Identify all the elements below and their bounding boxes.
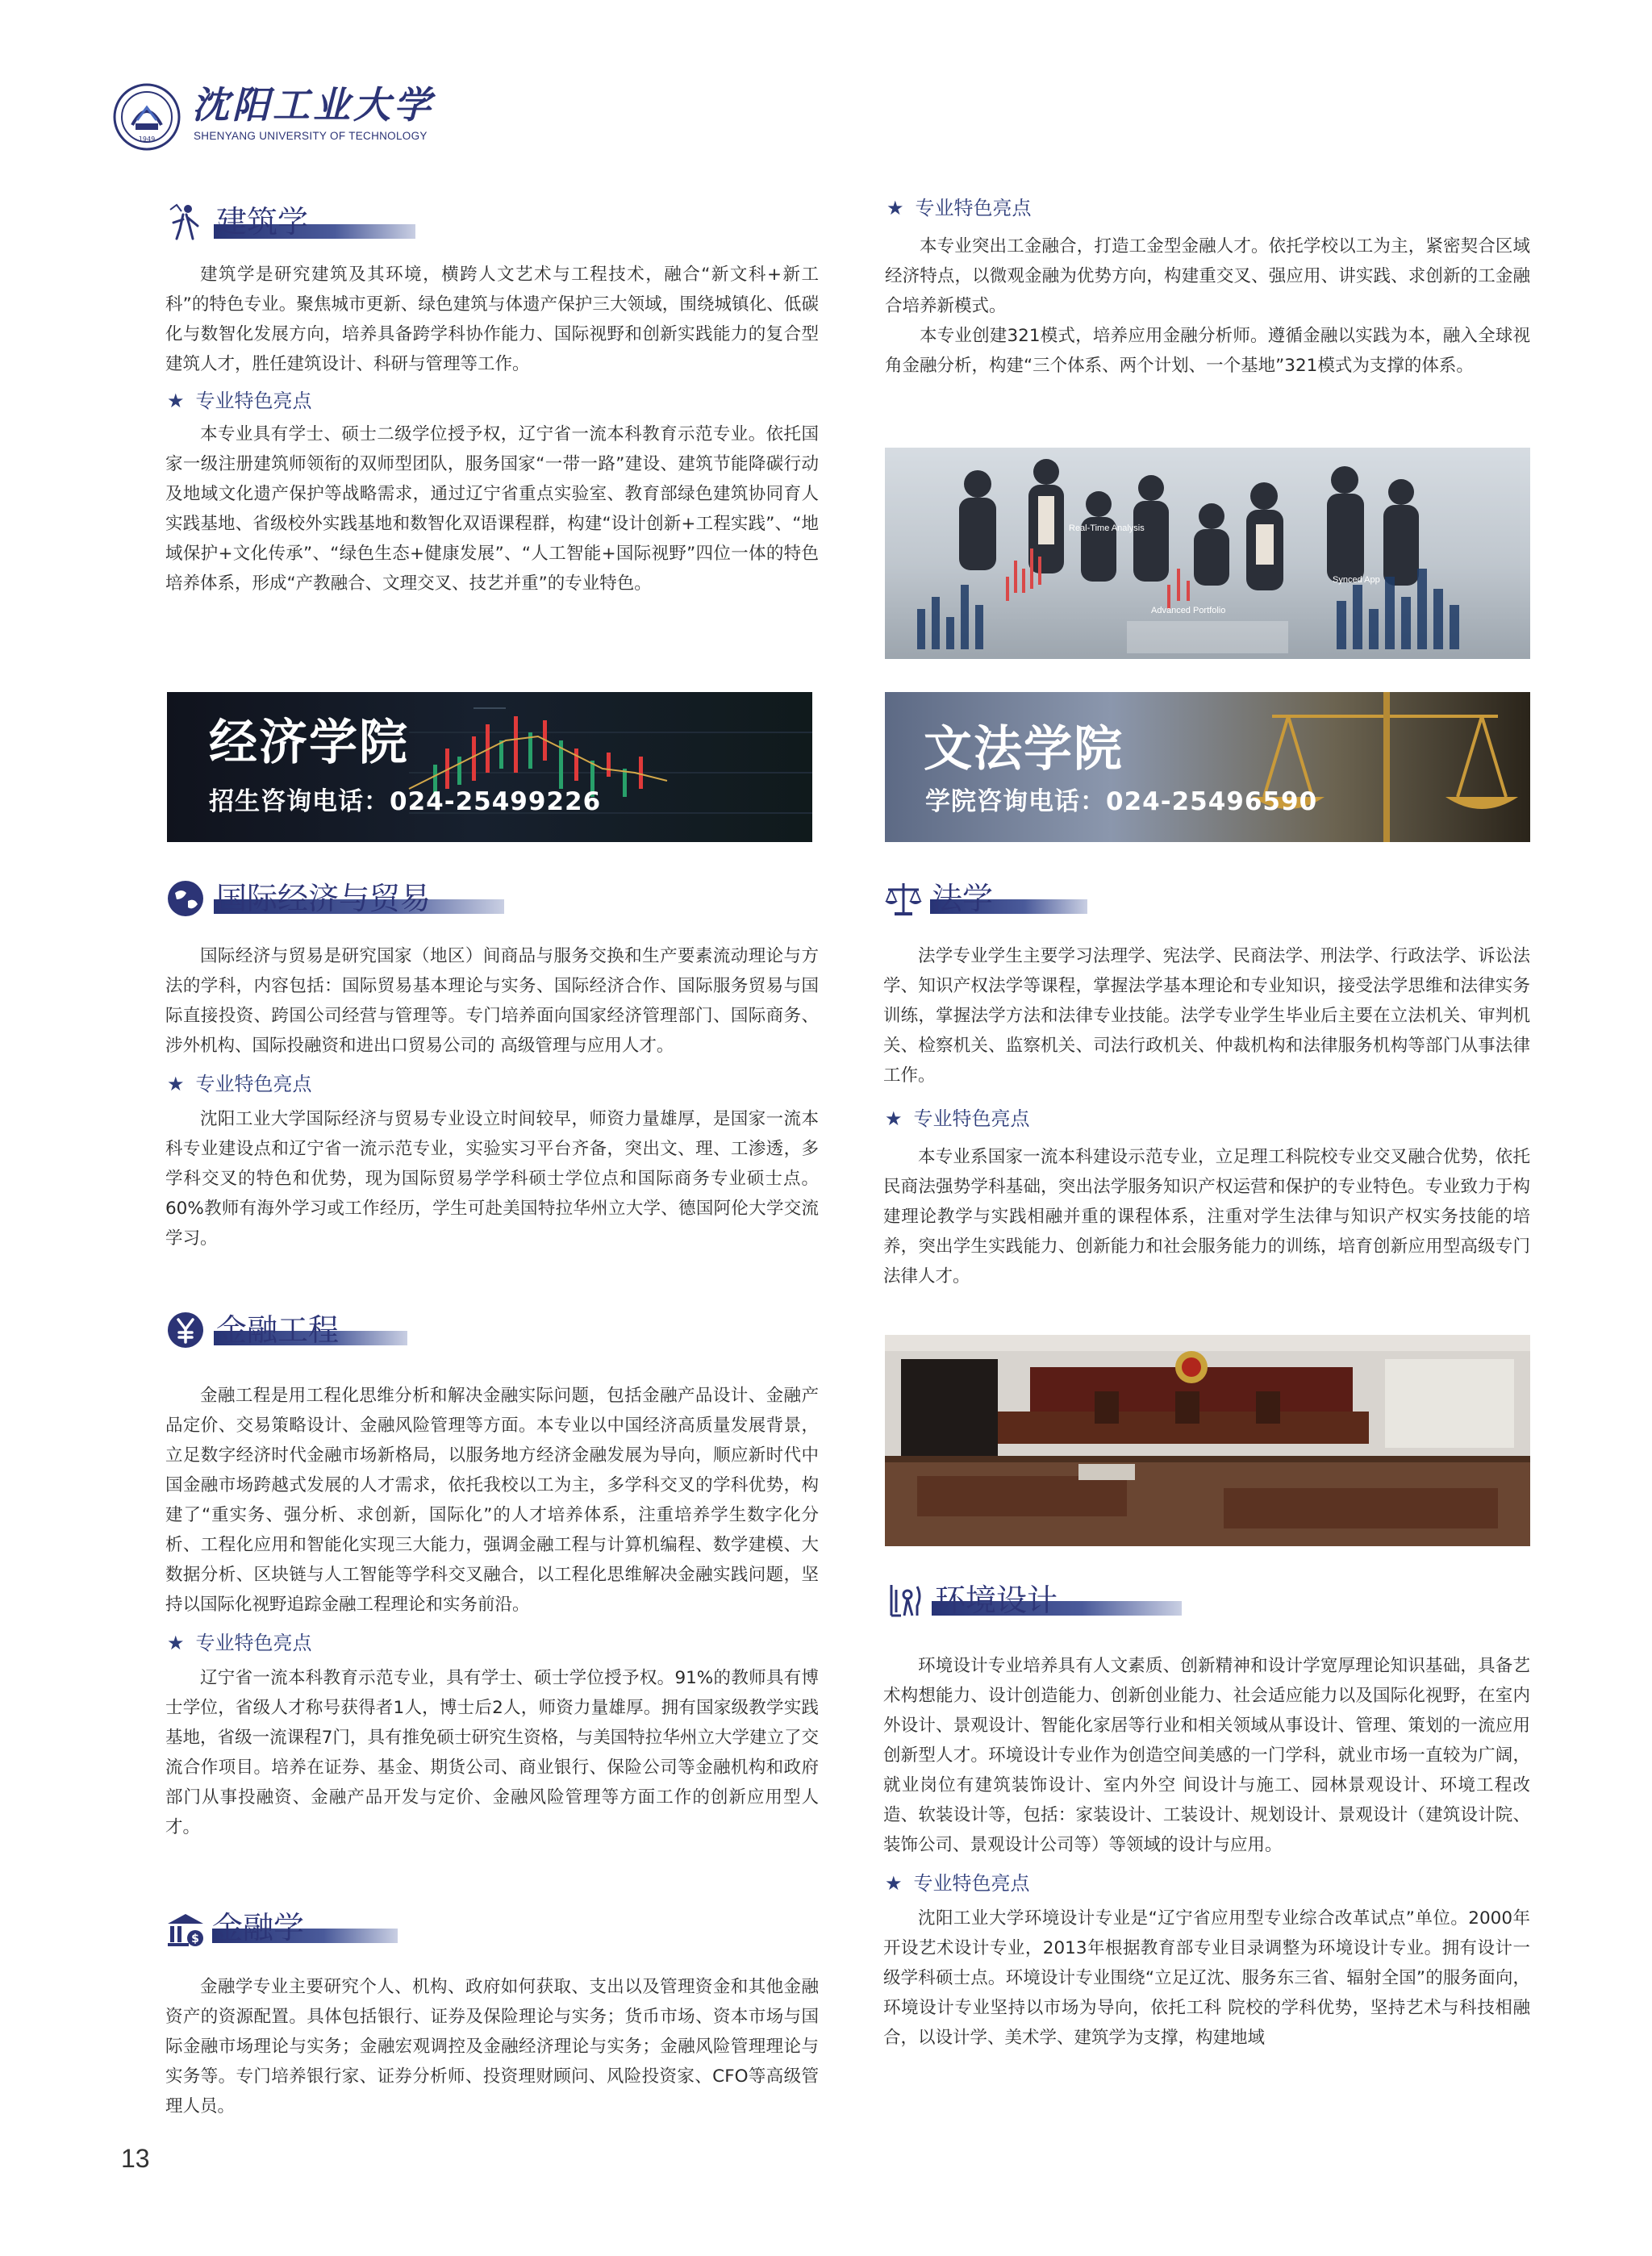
university-seal-icon: [113, 83, 181, 151]
hud-text: Real-Time Analysis: [1069, 523, 1145, 533]
highlight-heading: ★ 专业特色亮点: [167, 390, 312, 412]
section-fintech-continued: [885, 196, 1530, 381]
section-title: 法学: [932, 881, 994, 916]
banner-title: 经济学院: [209, 715, 409, 771]
section-title: 国际经济与贸易: [216, 881, 432, 916]
highlight-heading: ★ 专业特色亮点: [885, 1107, 1030, 1130]
section-desc: 建筑学是研究建筑及其环境，横跨人文艺术与工程技术，融合“新文科+新工科”的特色专业。聚焦城市更新、绿色建筑与体遗产保护三大领域，围绕城镇化、低碳化与数智化发展方向，培养具备跨学科协作能力、国际视野和创新实践能力的复合型建筑人才，胜任建筑设计、科研与管理等工作。: [165, 265, 819, 374]
section-title: 金融工程: [216, 1312, 340, 1348]
moot-court-photo: [885, 1335, 1530, 1546]
section-title: 环境设计: [935, 1583, 1058, 1618]
highlight-text: 本专业系国家一流本科建设示范专业，立足理工科院校专业交叉融合优势，依托民商法强势学科基础，突出法学服务知识产权运营和保护的专业特色。专业致力于构建理论教学与实践相融并重的课程体系，注重对学生法律与知识产权实务技能的培养，突出学生实践能力、创新能力和社会服务能力的训练，培育创新应用型高级专门法律人才。: [883, 1147, 1530, 1286]
section-title: 金融学: [212, 1910, 305, 1945]
yen-icon: [165, 1310, 206, 1350]
bank-icon: [165, 1909, 206, 1950]
section-architecture: [165, 194, 819, 598]
highlight-text: 辽宁省一流本科教育示范专业，具有学士、硕士学位授予权。91%的教师具有博士学位，省级人才称号获得者1人，博士后2人，师资力量雄厚。拥有国家级教学实践基地，省级一流课程7门，具有推免硕士研究生资格，与美国特拉华州立大学建立了交流合作项目。培养在证券、基金、期货公司、商业银行、保险公司等金融机构和政府部门从事投融资、金融产品开发与定价、金融风险管理等方面工作的创新应用型人才。: [165, 1668, 819, 1837]
star-icon: ★: [167, 1073, 185, 1095]
banner-title: 文法学院: [924, 721, 1124, 778]
highlight-text: 本专业突出工金融合，打造工金型金融人才。依托学校以工为主，紧密契合区域经济特点，以微观金融为优势方向，构建重交叉、强应用、讲实践、求创新的工金融合培养新模式。: [885, 236, 1530, 316]
star-icon: ★: [167, 1632, 185, 1654]
highlight-text: 本专业具有学士、硕士二级学位授予权，辽宁省一流本科教育示范专业。依托国家一级注册建筑师领衔的双师型团队，服务国家“一带一路”建设、建筑节能降碳行动及地域文化遗产保护等战略需求，通过辽宁省重点实验室、教育部绿色建筑协同育人实践基地、省级校外实践基地和数智化双语课程群，构建“设计创新+工程实践”、“地域保护+文化传承”、“绿色生态+健康发展”、“人工智能+国际视野”四位一体的特色培养体系，形成“产教融合、文理交叉、技艺并重”的专业特色。: [165, 424, 819, 594]
banner-phone: 学院咨询电话：024-25496590: [925, 787, 1318, 816]
highlight-text: 沈阳工业大学环境设计专业是“辽宁省应用型专业综合改革试点”单位。2000年开设艺术设计专业，2013年根据教育部专业目录调整为环境设计专业。拥有设计一级学科硕士点。环境设计专业围绕“立足辽沈、服务东三省、辐射全国”的服务面向，环境设计专业坚持以市场为导向，依托工科 院校的学科优势，坚持艺术与科技相融合，以设计学、美术学、建筑学为支撑，构建地域: [883, 1908, 1530, 2048]
star-icon: ★: [167, 390, 185, 412]
svg-text:1949: 1949: [138, 136, 156, 143]
hud-text: Synced App: [1333, 575, 1380, 585]
star-icon: ★: [885, 1872, 903, 1895]
architect-icon: [165, 202, 206, 242]
highlight-heading: ★ 专业特色亮点: [886, 197, 1032, 219]
students-trading-photo: [885, 448, 1530, 659]
section-intl-trade: [165, 867, 819, 1253]
design-tools-icon: [885, 1580, 925, 1620]
section-title: 建筑学: [216, 204, 309, 240]
courtroom-scene: [885, 1335, 1530, 1546]
section-desc: 法学专业学生主要学习法理学、宪法学、民商法学、刑法学、行政法学、诉讼法学、知识产权法学等课程，掌握法学基本理论和专业知识，接受法学思维和法律实务训练，掌握法学方法和法律专业技能。法学专业学生毕业后主要在立法机关、审判机关、检察机关、监察机关、司法行政机关、仲裁机构和法律服务机构等部门从事法律工作。: [883, 946, 1530, 1086]
star-icon: ★: [886, 197, 904, 219]
photo-scene: [885, 448, 1530, 659]
globe-icon: [165, 878, 206, 919]
section-desc: 金融学专业主要研究个人、机构、政府如何获取、支出以及管理资金和其他金融资产的资源配置。具体包括银行、证券及保险理论与实务；货币市场、资本市场与国际金融市场理论与实务；金融宏观调控及金融经济理论与实务；金融风险管理理论与实务等。专门培养银行家、证券分析师、投资理财顾问、风险投资家、CFO等高级管理人员。: [165, 1977, 819, 2116]
highlight-text-2: 本专业创建321模式，培养应用金融分析师。遵循金融以实践为本，融入全球视角金融分析，构建“三个体系、两个计划、一个基地”321模式为支撑的体系。: [885, 326, 1530, 376]
section-law: [883, 867, 1530, 1291]
section-finance: [165, 1899, 819, 2121]
banner-phone: 招生咨询电话：024-25499226: [209, 787, 602, 816]
university-name-en: SHENYANG UNIVERSITY OF TECHNOLOGY: [194, 130, 428, 142]
university-logo: [113, 81, 436, 153]
hud-text: Advanced Portfolio: [1151, 606, 1226, 615]
section-desc: 环境设计专业培养具有人文素质、创新精神和设计学宽厚理论知识基础，具备艺术构想能力、设计创造能力、创新创业能力、社会适应能力以及国际化视野，在室内外设计、景观设计、智能化家居等行业和相关领域从事设计、管理、策划的一流应用创新型人才。环境设计专业作为创造空间美感的一门学科，就业市场一直较为广阔，就业岗位有建筑装饰设计、室内外空 间设计与施工、园林景观设计、环境工程改造、软装设计等，包括：家装设计、工装设计、规划设计、景观设计（建筑设计院、装饰公司、景观设计公司等）等领域的设计与应用。: [883, 1656, 1530, 1855]
section-fin-eng: [165, 1299, 819, 1842]
highlight-heading: ★ 专业特色亮点: [885, 1872, 1030, 1895]
star-icon: ★: [885, 1107, 903, 1130]
scales-icon: [883, 878, 924, 919]
law-college-banner: [885, 692, 1530, 842]
section-desc: 金融工程是用工程化思维分析和解决金融实际问题，包括金融产品设计、金融产品定价、交易策略设计、金融风险管理等方面。本专业以中国经济高质量发展背景，立足数字经济时代金融市场新格局，以服务地方经济金融发展为导向，顺应新时代中国金融市场跨越式发展的人才需求，依托我校以工为主，多学科交叉的学科优势，构建了“重实务、强分析、求创新，国际化”的人才培养体系，注重培养学生数字化分析、工程化应用和智能化实现三大能力，强调金融工程与计算机编程、数学建模、大数据分析、区块链与人工智能等学科交叉融合，以工程化思维解决金融实践问题，坚持以国际化视野追踪金融工程理论和实务前沿。: [165, 1386, 819, 1615]
svg-text:$: $: [191, 1933, 199, 1945]
section-desc: 国际经济与贸易是研究国家（地区）间商品与服务交换和生产要素流动理论与方法的学科，内容包括：国际贸易基本理论与实务、国际经济合作、国际服务贸易与国际直接投资、跨国公司经营与管理等。专门培养面向国家经济管理部门、国际商务、涉外机构、国际投融资和进出口贸易公司的 高级管理与应用人才。: [165, 946, 819, 1056]
page-number: 13: [121, 2144, 150, 2173]
section-env-design: [883, 1569, 1530, 2053]
highlight-heading: ★ 专业特色亮点: [167, 1632, 312, 1654]
highlight-text: 沈阳工业大学国际经济与贸易专业设立时间较早，师资力量雄厚，是国家一流本科专业建设点和辽宁省一流示范专业，实验实习平台齐备，突出文、理、工渗透，多学科交叉的特色和优势，现为国际贸易学学科硕士学位点和国际商务专业硕士点。60%教师有海外学习或工作经历，学生可赴美国特拉华州立大学、德国阿伦大学交流学习。: [165, 1109, 819, 1249]
highlight-heading: ★ 专业特色亮点: [167, 1073, 312, 1095]
university-name-cn: 沈阳工业大学: [192, 83, 434, 127]
econ-college-banner: [167, 692, 812, 842]
